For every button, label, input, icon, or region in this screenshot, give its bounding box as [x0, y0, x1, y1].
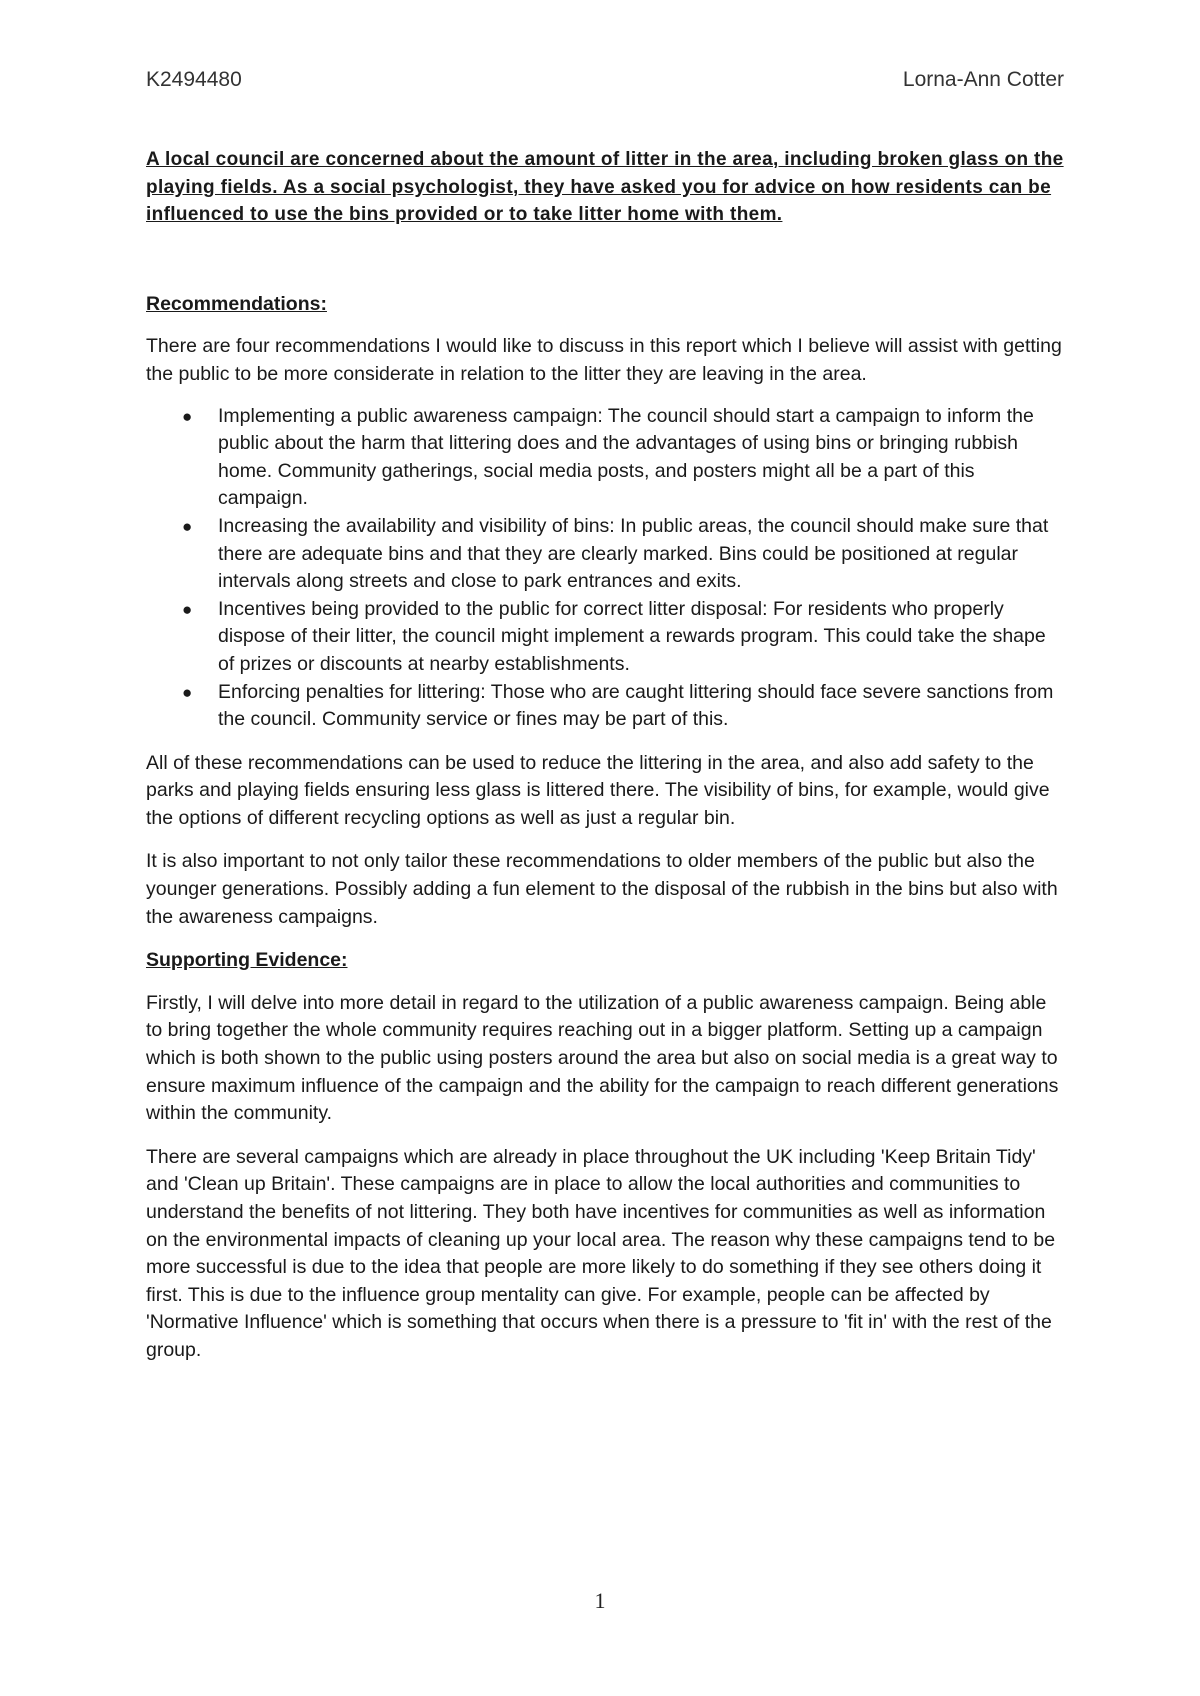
- list-item-text: Implementing a public awareness campaign: The council should start a campaign to inform the public about the harm that littering does and the advantages of using bins or bringing rubbish home. Community gatherings, social media posts, and posters might all be a part of this campaign.: [218, 404, 1034, 510]
- list-item: [146, 679, 1066, 734]
- recommendations-paragraph: All of these recommendations can be used to reduce the littering in the area, and also add safety to the parks and playing fields ensuring less glass is littered there. The visibility of bins, for example, would give the options of different recycling options as well as just a regular bin.: [146, 751, 1050, 829]
- page-header: [146, 68, 1064, 100]
- list-item: [146, 596, 1066, 679]
- bullet-icon: ●: [182, 516, 193, 536]
- evidence-paragraph: There are several campaigns which are already in place throughout the UK including 'Keep Britain Tidy' and 'Clean up Britain'. These campaigns are in place to allow the local authorities and communities to understand the benefits of not littering. They both have incentives for communities as well as information on the environmental impacts of cleaning up your local area. The reason why these campaigns tend to be more successful is due to the idea that people are more likely to do something if they see others doing it first. This is due to the influence group mentality can give. For example, people can be affected by 'Normative Influence' which is something that occurs when there is a pressure to 'fit in' with the rest of the group.: [146, 1145, 1056, 1361]
- list-item: [146, 403, 1066, 513]
- recommendations-paragraph: It is also important to not only tailor these recommendations to older members of the public but also the younger generations. Possibly adding a fun element to the disposal of the rubbish in the bins but also with the awareness campaigns.: [146, 850, 1058, 928]
- student-id: K2494480: [146, 68, 242, 91]
- supporting-evidence-heading: Supporting Evidence:: [146, 949, 348, 972]
- list-item-text: Increasing the availability and visibility of bins: In public areas, the council should make sure that there are adequate bins and that they are clearly marked. Bins could be positioned at regular intervals along streets and close to park entrances and exits.: [218, 514, 1049, 593]
- document-body: [146, 146, 1066, 1381]
- bullet-icon: ●: [182, 682, 193, 702]
- bullet-icon: ●: [182, 599, 193, 619]
- bullet-icon: ●: [182, 406, 193, 426]
- list-item: [146, 513, 1066, 596]
- assignment-question: A local council are concerned about the amount of litter in the area, including broken glass on the playing fields. As a social psychologist, they have asked you for advice on how residents can be influenced to use the bins provided or to take litter home with them.: [146, 149, 1064, 226]
- recommendations-intro: There are four recommendations I would like to discuss in this report which I believe will assist with getting the public to be more considerate in relation to the litter they are leaving in the area.: [146, 335, 1062, 385]
- list-item-text: Enforcing penalties for littering: Those who are caught littering should face severe sanctions from the council. Community service or fines may be part of this.: [218, 680, 1054, 731]
- list-item-text: Incentives being provided to the public for correct litter disposal: For residents who properly dispose of their litter, the council might implement a rewards program. This could take the shape of prizes or discounts at nearby establishments.: [218, 597, 1046, 675]
- recommendations-heading: Recommendations:: [146, 292, 327, 315]
- page-number: 1: [594, 1588, 606, 1613]
- evidence-paragraph: Firstly, I will delve into more detail in regard to the utilization of a public awareness campaign. Being able to bring together the whole community requires reaching out in a bigger platform. Setting up a campaign which is both shown to the public using posters around the area but also on social media is a great way to ensure maximum influence of the campaign and the ability for the campaign to reach different generations within the community.: [146, 991, 1059, 1125]
- author-name: Lorna-Ann Cotter: [902, 68, 1064, 91]
- recommendations-list: [146, 403, 1066, 734]
